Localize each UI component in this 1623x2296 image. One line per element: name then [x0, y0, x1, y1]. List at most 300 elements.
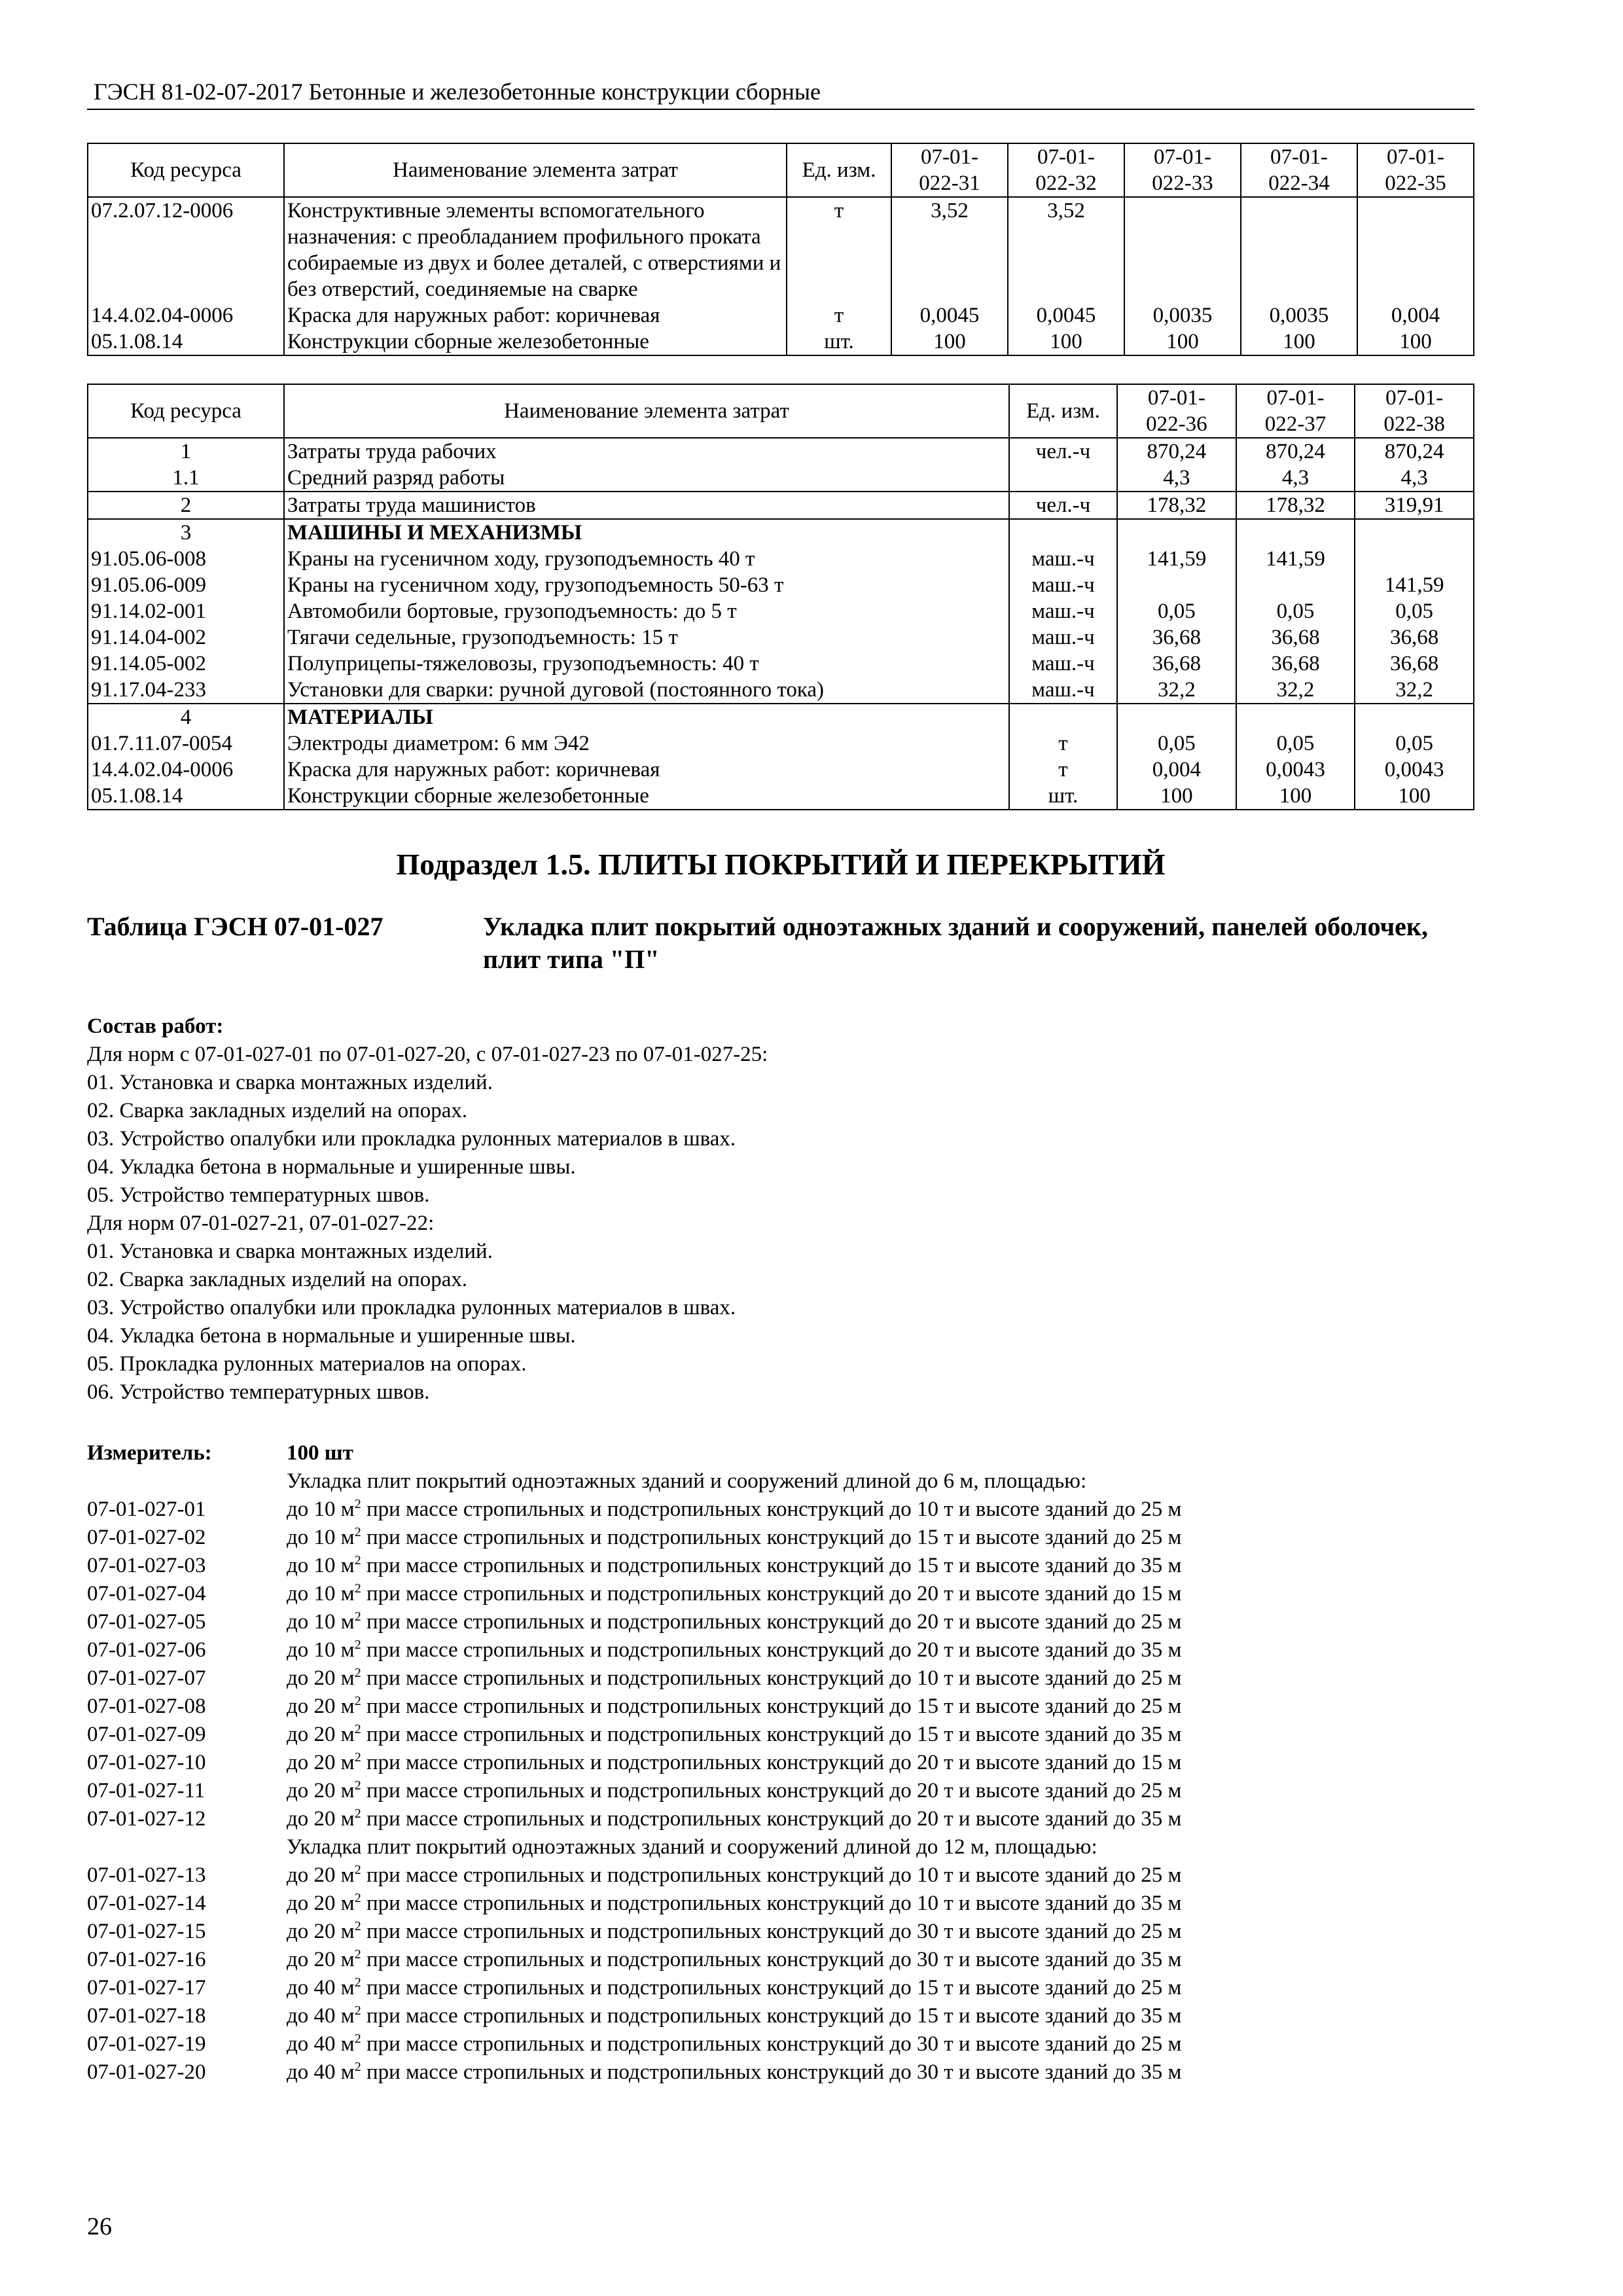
norm-value	[1355, 546, 1474, 572]
norm-area: до 20 м	[287, 1723, 355, 1746]
norm-row	[87, 1974, 1474, 2002]
unit: маш.-ч	[1009, 598, 1117, 624]
norm-row	[87, 1749, 1474, 1777]
norm-description	[287, 1861, 1181, 1890]
norm-description	[287, 1664, 1181, 1693]
norm-area: до 20 м	[287, 1807, 355, 1831]
col-header: 07-01- 022-38	[1355, 384, 1474, 438]
unit: маш.-ч	[1009, 572, 1117, 598]
norm-text: при массе стропильных и подстропильных конструкций до 20 т и высоте зданий до 15 м	[361, 1751, 1182, 1774]
norm-area: до 20 м	[287, 1666, 355, 1690]
col-header: Ед. изм.	[1009, 384, 1117, 438]
unit	[1009, 704, 1117, 730]
norm-value	[1124, 197, 1241, 302]
norm-value: 32,2	[1355, 677, 1474, 704]
superscript-2: 2	[354, 1694, 361, 1708]
norm-row	[87, 1524, 1474, 1552]
norm-description	[287, 2002, 1181, 2030]
norm-code	[87, 1833, 287, 1861]
norm-text: при массе стропильных и подстропильных конструкций до 10 т и высоте зданий до 25 м	[361, 1498, 1182, 1521]
norm-row	[87, 1664, 1474, 1693]
unit: маш.-ч	[1009, 546, 1117, 572]
cost-item-name: Электроды диаметром: 6 мм Э42	[284, 730, 1009, 757]
norm-value: 0,05	[1355, 730, 1474, 757]
cost-item-name: Затраты труда рабочих	[284, 438, 1009, 465]
cost-item-name: Тягачи седельные, грузоподъемность: 15 т	[284, 624, 1009, 651]
works-line: 03. Устройство опалубки или прокладка рулонных материалов в швах.	[87, 1296, 736, 1319]
norm-description	[287, 1721, 1181, 1749]
col-header: Код ресурса	[88, 384, 284, 438]
norm-area: до 10 м	[287, 1554, 355, 1577]
norms-list	[87, 1467, 1474, 2087]
resource-code: 2	[88, 492, 284, 519]
norm-value: 100	[1355, 783, 1474, 810]
unit: шт.	[1009, 783, 1117, 810]
superscript-2: 2	[354, 1525, 361, 1539]
col-header: Наименование элемента затрат	[284, 384, 1009, 438]
norm-value: 0,0035	[1241, 302, 1357, 329]
unit: чел.-ч	[1009, 492, 1117, 519]
works-line: 05. Устройство температурных швов.	[87, 1183, 430, 1207]
norm-value: 36,68	[1355, 624, 1474, 651]
norm-row	[87, 1721, 1474, 1749]
norm-row	[87, 1580, 1474, 1608]
measure-label: Измеритель:	[87, 1441, 212, 1465]
unit: т	[1009, 757, 1117, 783]
norm-value: 0,0045	[891, 302, 1008, 329]
norm-text: при массе стропильных и подстропильных конструкций до 20 т и высоте зданий до 25 м	[361, 1610, 1182, 1634]
norm-code: 07-01-027-10	[87, 1751, 206, 1774]
resource-code: 14.4.02.04-0006	[88, 302, 284, 329]
norm-area: до 10 м	[287, 1638, 355, 1662]
table-row	[88, 572, 1474, 598]
superscript-2: 2	[354, 1722, 361, 1736]
works-line: 06. Устройство температурных швов.	[87, 1380, 430, 1404]
norm-value: 4,3	[1355, 465, 1474, 492]
norm-value	[1355, 519, 1474, 546]
resource-code: 4	[88, 704, 284, 730]
norm-value: 870,24	[1236, 438, 1355, 465]
norm-text: Укладка плит покрытий одноэтажных зданий и сооружений длиной до 6 м, площадью:	[287, 1469, 1087, 1493]
norm-code: 07-01-027-05	[87, 1610, 206, 1634]
norm-code: 07-01-027-12	[87, 1807, 206, 1831]
norm-row	[87, 1918, 1474, 1946]
norm-code: 07-01-027-18	[87, 2004, 206, 2028]
norm-row	[87, 1833, 1474, 1861]
norm-value: 36,68	[1117, 624, 1236, 651]
norm-area: до 10 м	[287, 1526, 355, 1549]
norm-text: при массе стропильных и подстропильных конструкций до 15 т и высоте зданий до 25 м	[361, 1976, 1182, 2000]
superscript-2: 2	[354, 2003, 361, 2018]
superscript-2: 2	[354, 1497, 361, 1511]
norm-value: 36,68	[1236, 624, 1355, 651]
resource-table-1	[87, 143, 1474, 356]
norm-code: 07-01-027-17	[87, 1976, 206, 2000]
norm-row	[87, 1861, 1474, 1890]
norm-area: до 10 м	[287, 1498, 355, 1521]
table-row	[88, 546, 1474, 572]
norm-value	[1355, 704, 1474, 730]
norm-text: при массе стропильных и подстропильных конструкций до 15 т и высоте зданий до 35 м	[361, 1554, 1182, 1577]
norm-value: 141,59	[1236, 546, 1355, 572]
cost-item-name: Полуприцепы-тяжеловозы, грузоподъемность: 40 т	[284, 651, 1009, 677]
norm-area: до 40 м	[287, 2060, 355, 2084]
table-row	[88, 730, 1474, 757]
norm-value	[1241, 197, 1357, 302]
norm-code: 07-01-027-11	[87, 1779, 205, 1803]
norm-text: при массе стропильных и подстропильных конструкций до 15 т и высоте зданий до 25 м	[361, 1526, 1182, 1549]
cost-item-name: Конструкции сборные железобетонные	[284, 783, 1009, 810]
norm-description	[287, 1974, 1181, 2002]
resource-code: 1	[88, 438, 284, 465]
norm-row	[87, 2030, 1474, 2058]
superscript-2: 2	[354, 1919, 361, 1933]
works-line: 01. Установка и сварка монтажных изделий.	[87, 1071, 493, 1094]
norm-value	[1236, 704, 1355, 730]
norm-value: 36,68	[1117, 651, 1236, 677]
works-line: 02. Сварка закладных изделий на опорах.	[87, 1099, 468, 1122]
resource-code: 91.17.04-233	[88, 677, 284, 704]
norm-area: до 20 м	[287, 1948, 355, 1971]
resource-code: 01.7.11.07-0054	[88, 730, 284, 757]
norm-value: 0,004	[1117, 757, 1236, 783]
superscript-2: 2	[354, 1891, 361, 1905]
norm-value: 100	[1008, 329, 1124, 355]
cost-item-name: Краска для наружных работ: коричневая	[284, 302, 787, 329]
works-line: 03. Устройство опалубки или прокладка рулонных материалов в швах.	[87, 1127, 736, 1151]
norm-value: 32,2	[1117, 677, 1236, 704]
norm-description	[287, 1833, 1097, 1861]
resource-code: 05.1.08.14	[88, 329, 284, 355]
norm-row	[87, 1805, 1474, 1833]
unit: чел.-ч	[1009, 438, 1117, 465]
norm-description	[287, 1946, 1181, 1974]
table-header-row	[88, 384, 1474, 438]
resource-code: 3	[88, 519, 284, 546]
col-header: Наименование элемента затрат	[284, 143, 787, 197]
norm-value: 32,2	[1236, 677, 1355, 704]
norm-text: при массе стропильных и подстропильных конструкций до 10 т и высоте зданий до 25 м	[361, 1666, 1182, 1690]
norm-code: 07-01-027-07	[87, 1666, 206, 1690]
norm-text: при массе стропильных и подстропильных конструкций до 20 т и высоте зданий до 35 м	[361, 1638, 1182, 1662]
resource-code: 91.05.06-009	[88, 572, 284, 598]
cost-item-name: Установки для сварки: ручной дуговой (постоянного тока)	[284, 677, 1009, 704]
works-line: 02. Сварка закладных изделий на опорах.	[87, 1268, 468, 1291]
norm-row	[87, 1890, 1474, 1918]
norm-value: 4,3	[1117, 465, 1236, 492]
superscript-2: 2	[354, 1609, 361, 1624]
table1-body	[88, 197, 1474, 355]
works-lines	[87, 1041, 1474, 1407]
table2-body	[88, 438, 1474, 810]
norm-row	[87, 1552, 1474, 1580]
unit: маш.-ч	[1009, 677, 1117, 704]
norm-area: до 20 м	[287, 1751, 355, 1774]
norm-text: при массе стропильных и подстропильных конструкций до 30 т и высоте зданий до 25 м	[361, 1920, 1182, 1943]
table-title: Укладка плит покрытий одноэтажных зданий и сооружений, панелей оболочек, плит типа "П"	[483, 912, 1428, 974]
norm-value: 36,68	[1236, 651, 1355, 677]
superscript-2: 2	[354, 2032, 361, 2046]
norm-value: 0,05	[1236, 730, 1355, 757]
norm-description	[287, 1693, 1181, 1721]
norm-row	[87, 1777, 1474, 1805]
superscript-2: 2	[354, 1553, 361, 1568]
works-line: 05. Прокладка рулонных материалов на опорах.	[87, 1352, 527, 1376]
superscript-2: 2	[354, 1778, 361, 1793]
norm-area: до 10 м	[287, 1582, 355, 1605]
table-row	[88, 624, 1474, 651]
table-row	[88, 492, 1474, 519]
norm-value: 141,59	[1117, 546, 1236, 572]
section-title: Подраздел 1.5. ПЛИТЫ ПОКРЫТИЙ И ПЕРЕКРЫТИЙ	[396, 848, 1166, 881]
norm-code: 07-01-027-14	[87, 1892, 206, 1915]
table-row	[88, 704, 1474, 730]
table-row	[88, 302, 1474, 329]
resource-code: 91.05.06-008	[88, 546, 284, 572]
norm-area: до 40 м	[287, 2032, 355, 2056]
works-line: 01. Установка и сварка монтажных изделий.	[87, 1240, 493, 1263]
cost-item-name: Краны на гусеничном ходу, грузоподъемность 40 т	[284, 546, 1009, 572]
norm-value: 0,05	[1355, 598, 1474, 624]
unit	[1009, 465, 1117, 492]
superscript-2: 2	[354, 1750, 361, 1765]
unit: т	[787, 302, 891, 329]
norm-value: 178,32	[1236, 492, 1355, 519]
norm-text: при массе стропильных и подстропильных конструкций до 20 т и высоте зданий до 25 м	[361, 1779, 1182, 1803]
norm-description	[287, 1467, 1086, 1496]
table-header-row	[88, 143, 1474, 197]
table-row	[88, 651, 1474, 677]
norm-value	[1117, 572, 1236, 598]
norm-description	[287, 2030, 1181, 2058]
resource-code: 14.4.02.04-0006	[88, 757, 284, 783]
norm-text: при массе стропильных и подстропильных конструкций до 15 т и высоте зданий до 35 м	[361, 1723, 1182, 1746]
norm-value: 4,3	[1236, 465, 1355, 492]
norm-row	[87, 2002, 1474, 2030]
norm-text: при массе стропильных и подстропильных конструкций до 30 т и высоте зданий до 25 м	[361, 2032, 1182, 2056]
table-row	[88, 465, 1474, 492]
norm-description	[287, 1918, 1181, 1946]
norm-code: 07-01-027-01	[87, 1498, 206, 1521]
works-line: 04. Укладка бетона в нормальные и уширенные швы.	[87, 1155, 576, 1179]
norm-value: 0,004	[1357, 302, 1474, 329]
table-row	[88, 757, 1474, 783]
norm-row	[87, 1636, 1474, 1664]
norm-value: 141,59	[1355, 572, 1474, 598]
cost-item-name: Конструкции сборные железобетонные	[284, 329, 787, 355]
norm-area: до 20 м	[287, 1920, 355, 1943]
superscript-2: 2	[354, 1806, 361, 1821]
unit: шт.	[787, 329, 891, 355]
table-row	[88, 329, 1474, 355]
norm-area: до 20 м	[287, 1695, 355, 1718]
norm-code: 07-01-027-06	[87, 1638, 206, 1662]
norm-code: 07-01-027-09	[87, 1723, 206, 1746]
norm-code: 07-01-027-15	[87, 1920, 206, 1943]
norm-text: при массе стропильных и подстропильных конструкций до 20 т и высоте зданий до 35 м	[361, 1807, 1182, 1831]
norm-value: 100	[1357, 329, 1474, 355]
norm-value	[1236, 572, 1355, 598]
norm-description	[287, 1580, 1181, 1608]
resource-code: 07.2.07.12-0006	[88, 197, 284, 302]
resource-code: 91.14.02-001	[88, 598, 284, 624]
norm-area: до 40 м	[287, 2004, 355, 2028]
norm-description	[287, 1890, 1181, 1918]
norm-text: при массе стропильных и подстропильных конструкций до 10 т и высоте зданий до 35 м	[361, 1892, 1182, 1915]
norm-row	[87, 1608, 1474, 1636]
norm-code: 07-01-027-13	[87, 1863, 206, 1887]
header-divider	[87, 109, 1474, 110]
norm-code: 07-01-027-19	[87, 2032, 206, 2056]
cost-item-name: Конструктивные элементы вспомогательного назначения: с преобладанием профильного проката собираемые из двух и более деталей, с отверстиями и без отверстий, соединяемые на сварке	[284, 197, 787, 302]
norm-text: при массе стропильных и подстропильных конструкций до 20 т и высоте зданий до 15 м	[361, 1582, 1182, 1605]
resource-code: 05.1.08.14	[88, 783, 284, 810]
superscript-2: 2	[354, 1975, 361, 1990]
norm-description	[287, 1805, 1181, 1833]
norm-description	[287, 1636, 1181, 1664]
col-header: 07-01- 022-37	[1236, 384, 1355, 438]
norm-code: 07-01-027-03	[87, 1554, 206, 1577]
col-header: 07-01- 022-36	[1117, 384, 1236, 438]
document-page	[87, 77, 1474, 2087]
norm-description	[287, 1496, 1181, 1524]
norm-text: при массе стропильных и подстропильных конструкций до 15 т и высоте зданий до 35 м	[361, 2004, 1182, 2028]
table-row	[88, 438, 1474, 465]
works-line: Для норм 07-01-027-21, 07-01-027-22:	[87, 1211, 435, 1235]
norm-value: 0,0043	[1236, 757, 1355, 783]
norm-description	[287, 2058, 1181, 2087]
norm-value: 100	[1241, 329, 1357, 355]
works-line: 04. Укладка бетона в нормальные и уширенные швы.	[87, 1324, 576, 1348]
works-line: Для норм с 07-01-027-01 по 07-01-027-20, с 07-01-027-23 по 07-01-027-25:	[87, 1043, 768, 1066]
norm-row	[87, 1946, 1474, 1974]
col-header: 07-01- 022-32	[1008, 143, 1124, 197]
norm-area: до 10 м	[287, 1610, 355, 1634]
unit: маш.-ч	[1009, 651, 1117, 677]
norm-description	[287, 1749, 1181, 1777]
superscript-2: 2	[354, 1666, 361, 1680]
unit: т	[787, 197, 891, 302]
table-heading	[87, 910, 1474, 976]
norm-row	[87, 1496, 1474, 1524]
unit: т	[1009, 730, 1117, 757]
running-header: ГЭСН 81-02-07-2017 Бетонные и железобетонные конструкции сборные	[94, 79, 821, 105]
col-header: 07-01- 022-35	[1357, 143, 1474, 197]
unit: маш.-ч	[1009, 624, 1117, 651]
norm-value: 0,0045	[1008, 302, 1124, 329]
norm-description	[287, 1777, 1181, 1805]
norm-value: 0,0035	[1124, 302, 1241, 329]
norm-value: 178,32	[1117, 492, 1236, 519]
norm-value: 100	[891, 329, 1008, 355]
cost-item-name: МАТЕРИАЛЫ	[284, 704, 1009, 730]
col-header: Код ресурса	[88, 143, 284, 197]
norm-value: 0,05	[1117, 598, 1236, 624]
norm-value: 870,24	[1355, 438, 1474, 465]
norm-value: 100	[1124, 329, 1241, 355]
col-header: Ед. изм.	[787, 143, 891, 197]
measure-value: 100 шт	[287, 1441, 353, 1465]
cost-item-name: Краска для наружных работ: коричневая	[284, 757, 1009, 783]
norm-value	[1117, 519, 1236, 546]
norm-area: до 40 м	[287, 1976, 355, 2000]
norm-code: 07-01-027-02	[87, 1526, 206, 1549]
norm-description	[287, 1524, 1181, 1552]
unit	[1009, 519, 1117, 546]
superscript-2: 2	[354, 1638, 361, 1652]
col-header: 07-01- 022-31	[891, 143, 1008, 197]
norm-text: при массе стропильных и подстропильных конструкций до 30 т и высоте зданий до 35 м	[361, 1948, 1182, 1971]
norm-area: до 20 м	[287, 1779, 355, 1803]
norm-code: 07-01-027-08	[87, 1695, 206, 1718]
norm-code: 07-01-027-20	[87, 2060, 206, 2084]
norm-text: при массе стропильных и подстропильных конструкций до 30 т и высоте зданий до 35 м	[361, 2060, 1182, 2084]
resource-code: 91.14.04-002	[88, 624, 284, 651]
norm-code: 07-01-027-04	[87, 1582, 206, 1605]
norm-value: 36,68	[1355, 651, 1474, 677]
norm-description	[287, 1608, 1181, 1636]
table-row	[88, 197, 1474, 302]
table-row	[88, 519, 1474, 546]
table-row	[88, 598, 1474, 624]
norm-value: 100	[1117, 783, 1236, 810]
superscript-2: 2	[354, 1863, 361, 1877]
superscript-2: 2	[354, 2060, 361, 2074]
norm-area: до 20 м	[287, 1892, 355, 1915]
norm-code	[87, 1467, 287, 1496]
superscript-2: 2	[354, 1581, 361, 1596]
resource-code: 91.14.05-002	[88, 651, 284, 677]
cost-item-name: Средний разряд работы	[284, 465, 1009, 492]
norm-value: 3,52	[1008, 197, 1124, 302]
norm-area: до 20 м	[287, 1863, 355, 1887]
measure-row	[87, 1439, 1474, 1467]
cost-item-name: Автомобили бортовые, грузоподъемность: до 5 т	[284, 598, 1009, 624]
cost-item-name: МАШИНЫ И МЕХАНИЗМЫ	[284, 519, 1009, 546]
norm-value	[1117, 704, 1236, 730]
resource-code: 1.1	[88, 465, 284, 492]
norm-description	[287, 1552, 1181, 1580]
norm-value	[1236, 519, 1355, 546]
norm-value: 0,05	[1117, 730, 1236, 757]
page-number: 26	[87, 2213, 112, 2240]
table-number: Таблица ГЭСН 07-01-027	[87, 912, 383, 941]
norm-text: при массе стропильных и подстропильных конструкций до 15 т и высоте зданий до 25 м	[361, 1695, 1182, 1718]
norm-code: 07-01-027-16	[87, 1948, 206, 1971]
norm-value: 319,91	[1355, 492, 1474, 519]
works-label: Состав работ:	[87, 1014, 224, 1038]
superscript-2: 2	[354, 1947, 361, 1962]
col-header: 07-01- 022-34	[1241, 143, 1357, 197]
norm-value: 3,52	[891, 197, 1008, 302]
cost-item-name: Краны на гусеничном ходу, грузоподъемность 50-63 т	[284, 572, 1009, 598]
table-row	[88, 783, 1474, 810]
resource-table-2	[87, 384, 1474, 810]
norm-value	[1357, 197, 1474, 302]
col-header: 07-01- 022-33	[1124, 143, 1241, 197]
norm-row	[87, 2058, 1474, 2087]
norm-value: 0,05	[1236, 598, 1355, 624]
table-row	[88, 677, 1474, 704]
norm-value: 870,24	[1117, 438, 1236, 465]
norm-value: 100	[1236, 783, 1355, 810]
norm-row	[87, 1693, 1474, 1721]
works-composition	[87, 1013, 1474, 1407]
norm-value: 0,0043	[1355, 757, 1474, 783]
norm-text: Укладка плит покрытий одноэтажных зданий и сооружений длиной до 12 м, площадью:	[287, 1835, 1097, 1859]
norm-text: при массе стропильных и подстропильных конструкций до 10 т и высоте зданий до 25 м	[361, 1863, 1182, 1887]
cost-item-name: Затраты труда машинистов	[284, 492, 1009, 519]
